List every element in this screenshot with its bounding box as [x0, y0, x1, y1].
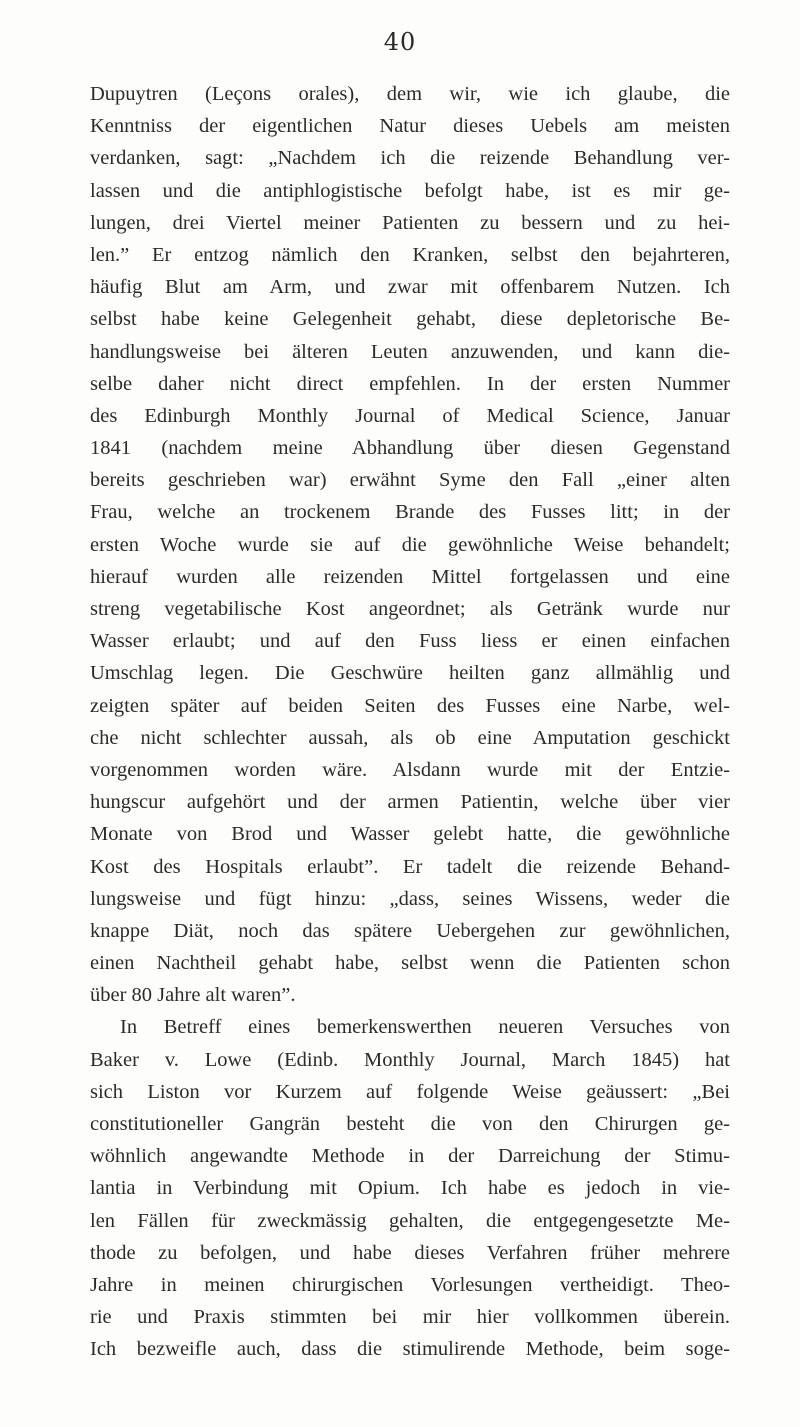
text-line-31: Baker v. Lowe (Edinb. Monthly Journal, March 1845) hat [90, 1048, 730, 1071]
text-line-4: lassen und die antiphlogistische befolgt habe, ist es mir ge- [90, 179, 730, 202]
text-line-24: Monate von Brod und Wasser gelebt hatte, die gewöhnliche [90, 823, 730, 846]
text-line-26: lungsweise und fügt hinzu: „dass, seines Wissens, weder die [90, 887, 730, 910]
text-line-14: Frau, welche an trockenem Brande des Fusses litt; in der [90, 501, 730, 524]
text-line-22: vorgenommen worden wäre. Alsdann wurde mit der Entzie- [90, 758, 730, 781]
text-line-2: Kenntniss der eigentlichen Natur dieses Uebels am meisten [90, 115, 730, 138]
text-line-36: len Fällen für zweckmässig gehalten, die entgegengesetzte Me- [90, 1209, 730, 1232]
text-line-30: In Betreff eines bemerkenswerthen neueren Versuches von [120, 1016, 730, 1039]
text-line-12: 1841 (nachdem meine Abhandlung über diesen Gegenstand [90, 437, 730, 460]
text-line-15: ersten Woche wurde sie auf die gewöhnliche Weise behandelt; [90, 533, 730, 556]
text-line-19: Umschlag legen. Die Geschwüre heilten ganz allmählig und [90, 662, 730, 685]
text-line-7: häufig Blut am Arm, und zwar mit offenbarem Nutzen. Ich [90, 276, 730, 299]
text-line-17: streng vegetabilische Kost angeordnet; als Getränk wurde nur [90, 598, 730, 620]
text-line-27: knappe Diät, noch das spätere Uebergehen zur gewöhnlichen, [90, 919, 730, 942]
text-line-35: lantia in Verbindung mit Opium. Ich habe es jedoch in vie- [90, 1177, 730, 1200]
text-line-1: Dupuytren (Leçons orales), dem wir, wie ich glaube, die [90, 83, 730, 105]
text-line-29: über 80 Jahre alt waren”. [90, 984, 296, 1007]
text-line-13: bereits geschrieben war) erwähnt Syme den Fall „einer alten [90, 469, 730, 492]
text-line-18: Wasser erlaubt; und auf den Fuss liess er einen einfachen [90, 630, 730, 653]
text-line-34: wöhnlich angewandte Methode in der Darreichung der Stimu- [90, 1145, 730, 1168]
text-line-32: sich Liston vor Kurzem auf folgende Weise geäussert: „Bei [90, 1080, 730, 1103]
text-line-9: handlungsweise bei älteren Leuten anzuwenden, und kann die- [90, 340, 730, 363]
text-line-16: hierauf wurden alle reizenden Mittel fortgelassen und eine [90, 565, 730, 588]
text-line-37: thode zu befolgen, und habe dieses Verfahren früher mehrere [90, 1241, 730, 1264]
text-line-40: Ich bezweifle auch, dass die stimulirende Methode, beim soge- [90, 1338, 730, 1361]
text-line-21: che nicht schlechter aussah, als ob eine Amputation geschickt [90, 726, 730, 749]
text-line-25: Kost des Hospitals erlaubt”. Er tadelt die reizende Behand- [90, 855, 730, 878]
text-line-20: zeigten später auf beiden Seiten des Fusses eine Narbe, wel- [90, 694, 730, 717]
text-line-6: len.” Er entzog nämlich den Kranken, selbst den bejahrteren, [90, 243, 730, 266]
text-line-11: des Edinburgh Monthly Journal of Medical Science, Januar [90, 404, 730, 427]
text-line-8: selbst habe keine Gelegenheit gehabt, diese depletorische Be- [90, 308, 730, 331]
text-line-39: rie und Praxis stimmten bei mir hier vollkommen überein. [90, 1306, 730, 1329]
text-body [90, 78, 730, 1366]
page-number: 40 [383, 28, 417, 56]
text-line-38: Jahre in meinen chirurgischen Vorlesungen vertheidigt. Theo- [90, 1273, 730, 1296]
text-line-3: verdanken, sagt: „Nachdem ich die reizende Behandlung ver- [90, 147, 730, 170]
text-line-10: selbe daher nicht direct empfehlen. In der ersten Nummer [90, 372, 730, 395]
text-line-28: einen Nachtheil gehabt habe, selbst wenn die Patienten schon [90, 952, 730, 975]
text-line-33: constitutioneller Gangrän besteht die von den Chirurgen ge- [90, 1113, 730, 1135]
text-line-23: hungscur aufgehört und der armen Patientin, welche über vier [90, 791, 730, 814]
text-line-5: lungen, drei Viertel meiner Patienten zu bessern und zu hei- [90, 211, 730, 234]
